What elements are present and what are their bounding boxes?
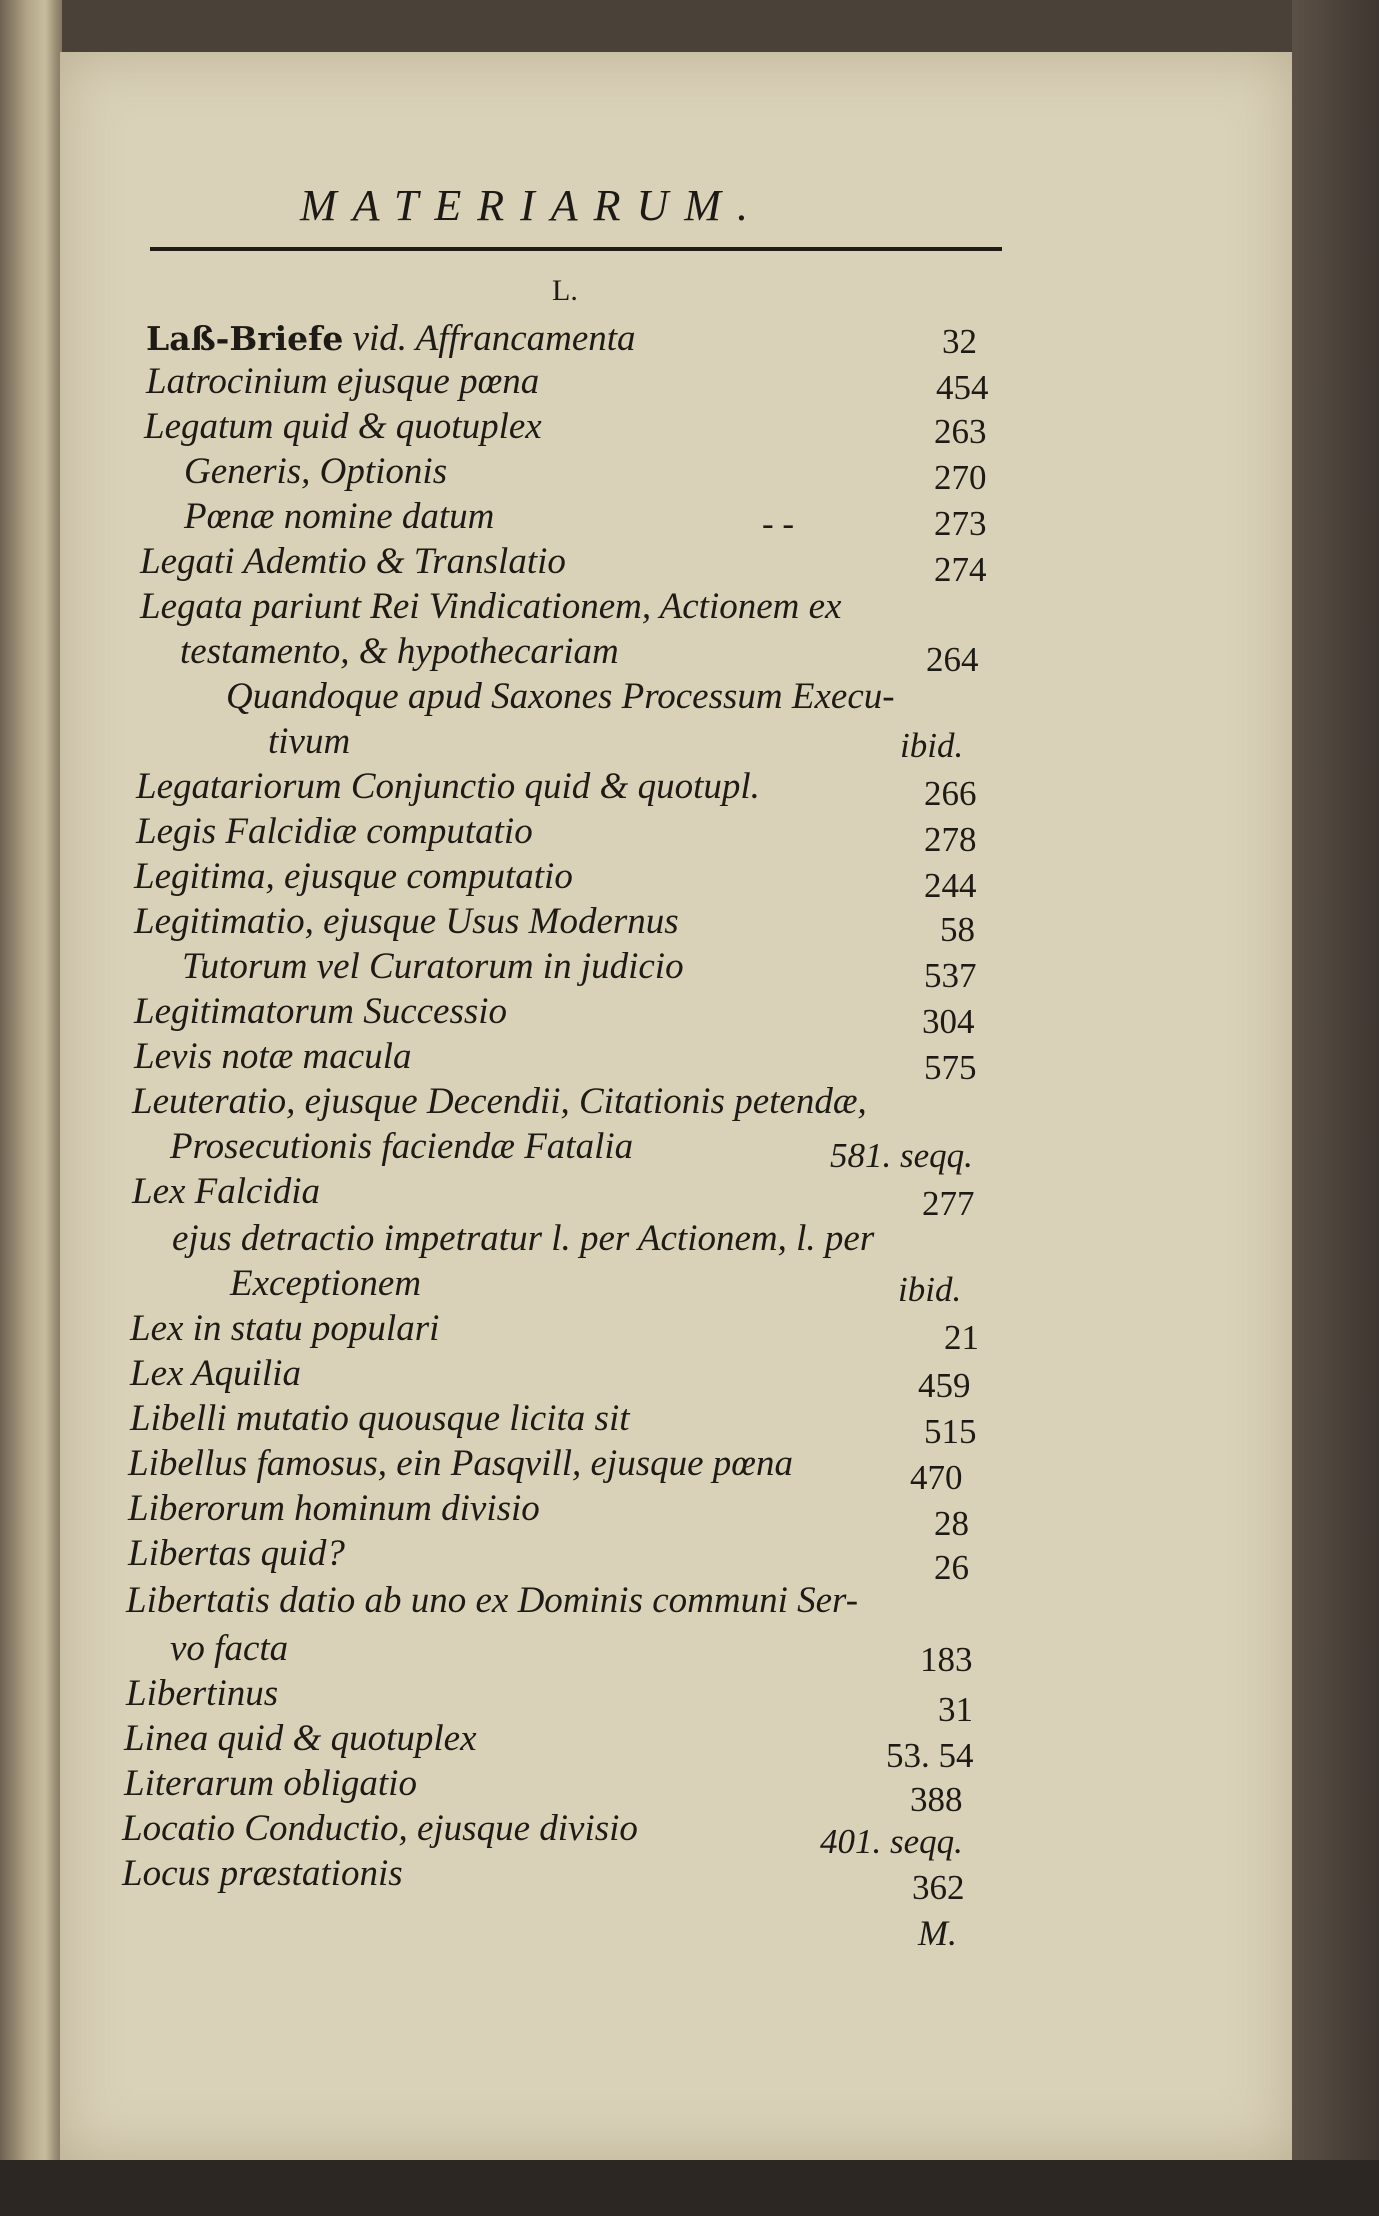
index-entry: Legitimatio, ejusque Usus Modernus xyxy=(134,901,679,942)
entry-page: 388 xyxy=(910,1780,963,1819)
entry-page: 263 xyxy=(934,412,987,451)
entry-page: 53. 54 xyxy=(886,1736,974,1775)
index-entry xyxy=(128,1445,793,1482)
index-entry: vo facta xyxy=(170,1628,289,1669)
index-entry: Leuteratio, ejusque Decendii, Citationis petendæ, xyxy=(132,1081,867,1122)
entry-term: Pœnæ nomine datum xyxy=(184,496,495,537)
index-entry: Locus præstationis xyxy=(122,1853,403,1894)
entry-page: 264 xyxy=(926,640,979,679)
index-entry: Latrocinium ejusque pœna xyxy=(146,361,540,402)
entry-page: 515 xyxy=(924,1412,977,1451)
entry-page: 28 xyxy=(934,1504,969,1543)
entry-page: 183 xyxy=(920,1640,973,1679)
index-entry: ejus detractio impetratur l. per Actionem, l. per xyxy=(172,1218,875,1259)
entry-page: 270 xyxy=(934,458,987,497)
index-entry xyxy=(146,320,636,357)
index-entry: Legati Ademtio & Translatio xyxy=(140,541,566,582)
index-entry: Libertinus xyxy=(126,1673,279,1714)
entry-page: 26 xyxy=(934,1548,969,1587)
section-letter: L. xyxy=(552,274,578,307)
index-entry: Prosecutionis faciendæ Fatalia xyxy=(170,1126,634,1167)
index-entry: Legatum quid & quotuplex xyxy=(144,406,542,447)
index-entry: testamento, & hypothecariam xyxy=(180,631,619,672)
entry-page: 459 xyxy=(918,1366,971,1405)
index-entry: Legata pariunt Rei Vindicationem, Actionem ex xyxy=(140,586,842,627)
index-entry: Liberorum hominum divisio xyxy=(128,1488,540,1529)
entry-page: 21 xyxy=(944,1318,979,1357)
index-entry: Libelli mutatio quousque licita sit xyxy=(130,1398,630,1439)
entry-page: 244 xyxy=(924,866,977,905)
entry-page: 575 xyxy=(924,1048,977,1087)
entry-page: ibid. xyxy=(898,1270,962,1309)
entry-page: 401. seqq. xyxy=(820,1822,963,1861)
entry-page: 266 xyxy=(924,774,977,813)
index-entry: tivum xyxy=(268,721,351,762)
entry-page: 537 xyxy=(924,956,977,995)
index-entry: Lex Falcidia xyxy=(132,1171,321,1212)
index-entry: Lex Aquilia xyxy=(130,1353,301,1394)
entry-page: 470 xyxy=(910,1458,963,1497)
index-entry: Literarum obligatio xyxy=(124,1763,417,1804)
entry-page: 274 xyxy=(934,550,987,589)
index-entry: Lex in statu populari xyxy=(130,1308,440,1349)
index-entry: Levis notæ macula xyxy=(134,1036,412,1077)
entry-page: 581. seqq. xyxy=(830,1136,973,1175)
entry-page: 278 xyxy=(924,820,977,859)
index-entry xyxy=(184,498,494,535)
index-entry: Generis, Optionis xyxy=(184,451,448,492)
running-title: MATERIARUM. xyxy=(300,181,764,230)
index-entry: Locatio Conductio, ejusque divisio xyxy=(122,1808,638,1849)
entry-page: 362 xyxy=(912,1868,965,1907)
index-entry: Libertas quid? xyxy=(128,1533,345,1574)
index-entry: Quandoque apud Saxones Processum Execu- xyxy=(226,676,895,717)
index-entry: Tutorum vel Curatorum in judicio xyxy=(182,946,684,987)
entry-page: 31 xyxy=(938,1690,973,1729)
entry-page: ibid. xyxy=(900,726,964,765)
entry-page: 454 xyxy=(936,368,989,407)
entry-page: 32 xyxy=(942,322,977,361)
catchword: M. xyxy=(918,1913,957,1953)
entry-page: 58 xyxy=(940,910,975,949)
index-entry: Legitima, ejusque computatio xyxy=(134,856,573,897)
entry-term: vid. Affrancamenta xyxy=(352,318,636,359)
index-entry: Exceptionem xyxy=(230,1263,422,1304)
entry-filler: - - xyxy=(762,504,795,543)
entry-term-blackletter: Laß-Briefe xyxy=(146,319,344,358)
index-entry: Legatariorum Conjunctio quid & quotupl. xyxy=(136,766,760,807)
index-entry: Legitimatorum Successio xyxy=(134,991,508,1032)
entry-page: 273 xyxy=(934,504,987,543)
entry-term: Libellus famosus, ein Pasqvill, ejusque pœna xyxy=(128,1443,793,1484)
entry-page: 277 xyxy=(922,1184,975,1223)
index-entry: Libertatis datio ab uno ex Dominis communi Ser- xyxy=(126,1580,859,1621)
index-entry: Linea quid & quotuplex xyxy=(124,1718,477,1759)
entry-page: 304 xyxy=(922,1002,975,1041)
index-entry: Legis Falcidiæ computatio xyxy=(136,811,533,852)
